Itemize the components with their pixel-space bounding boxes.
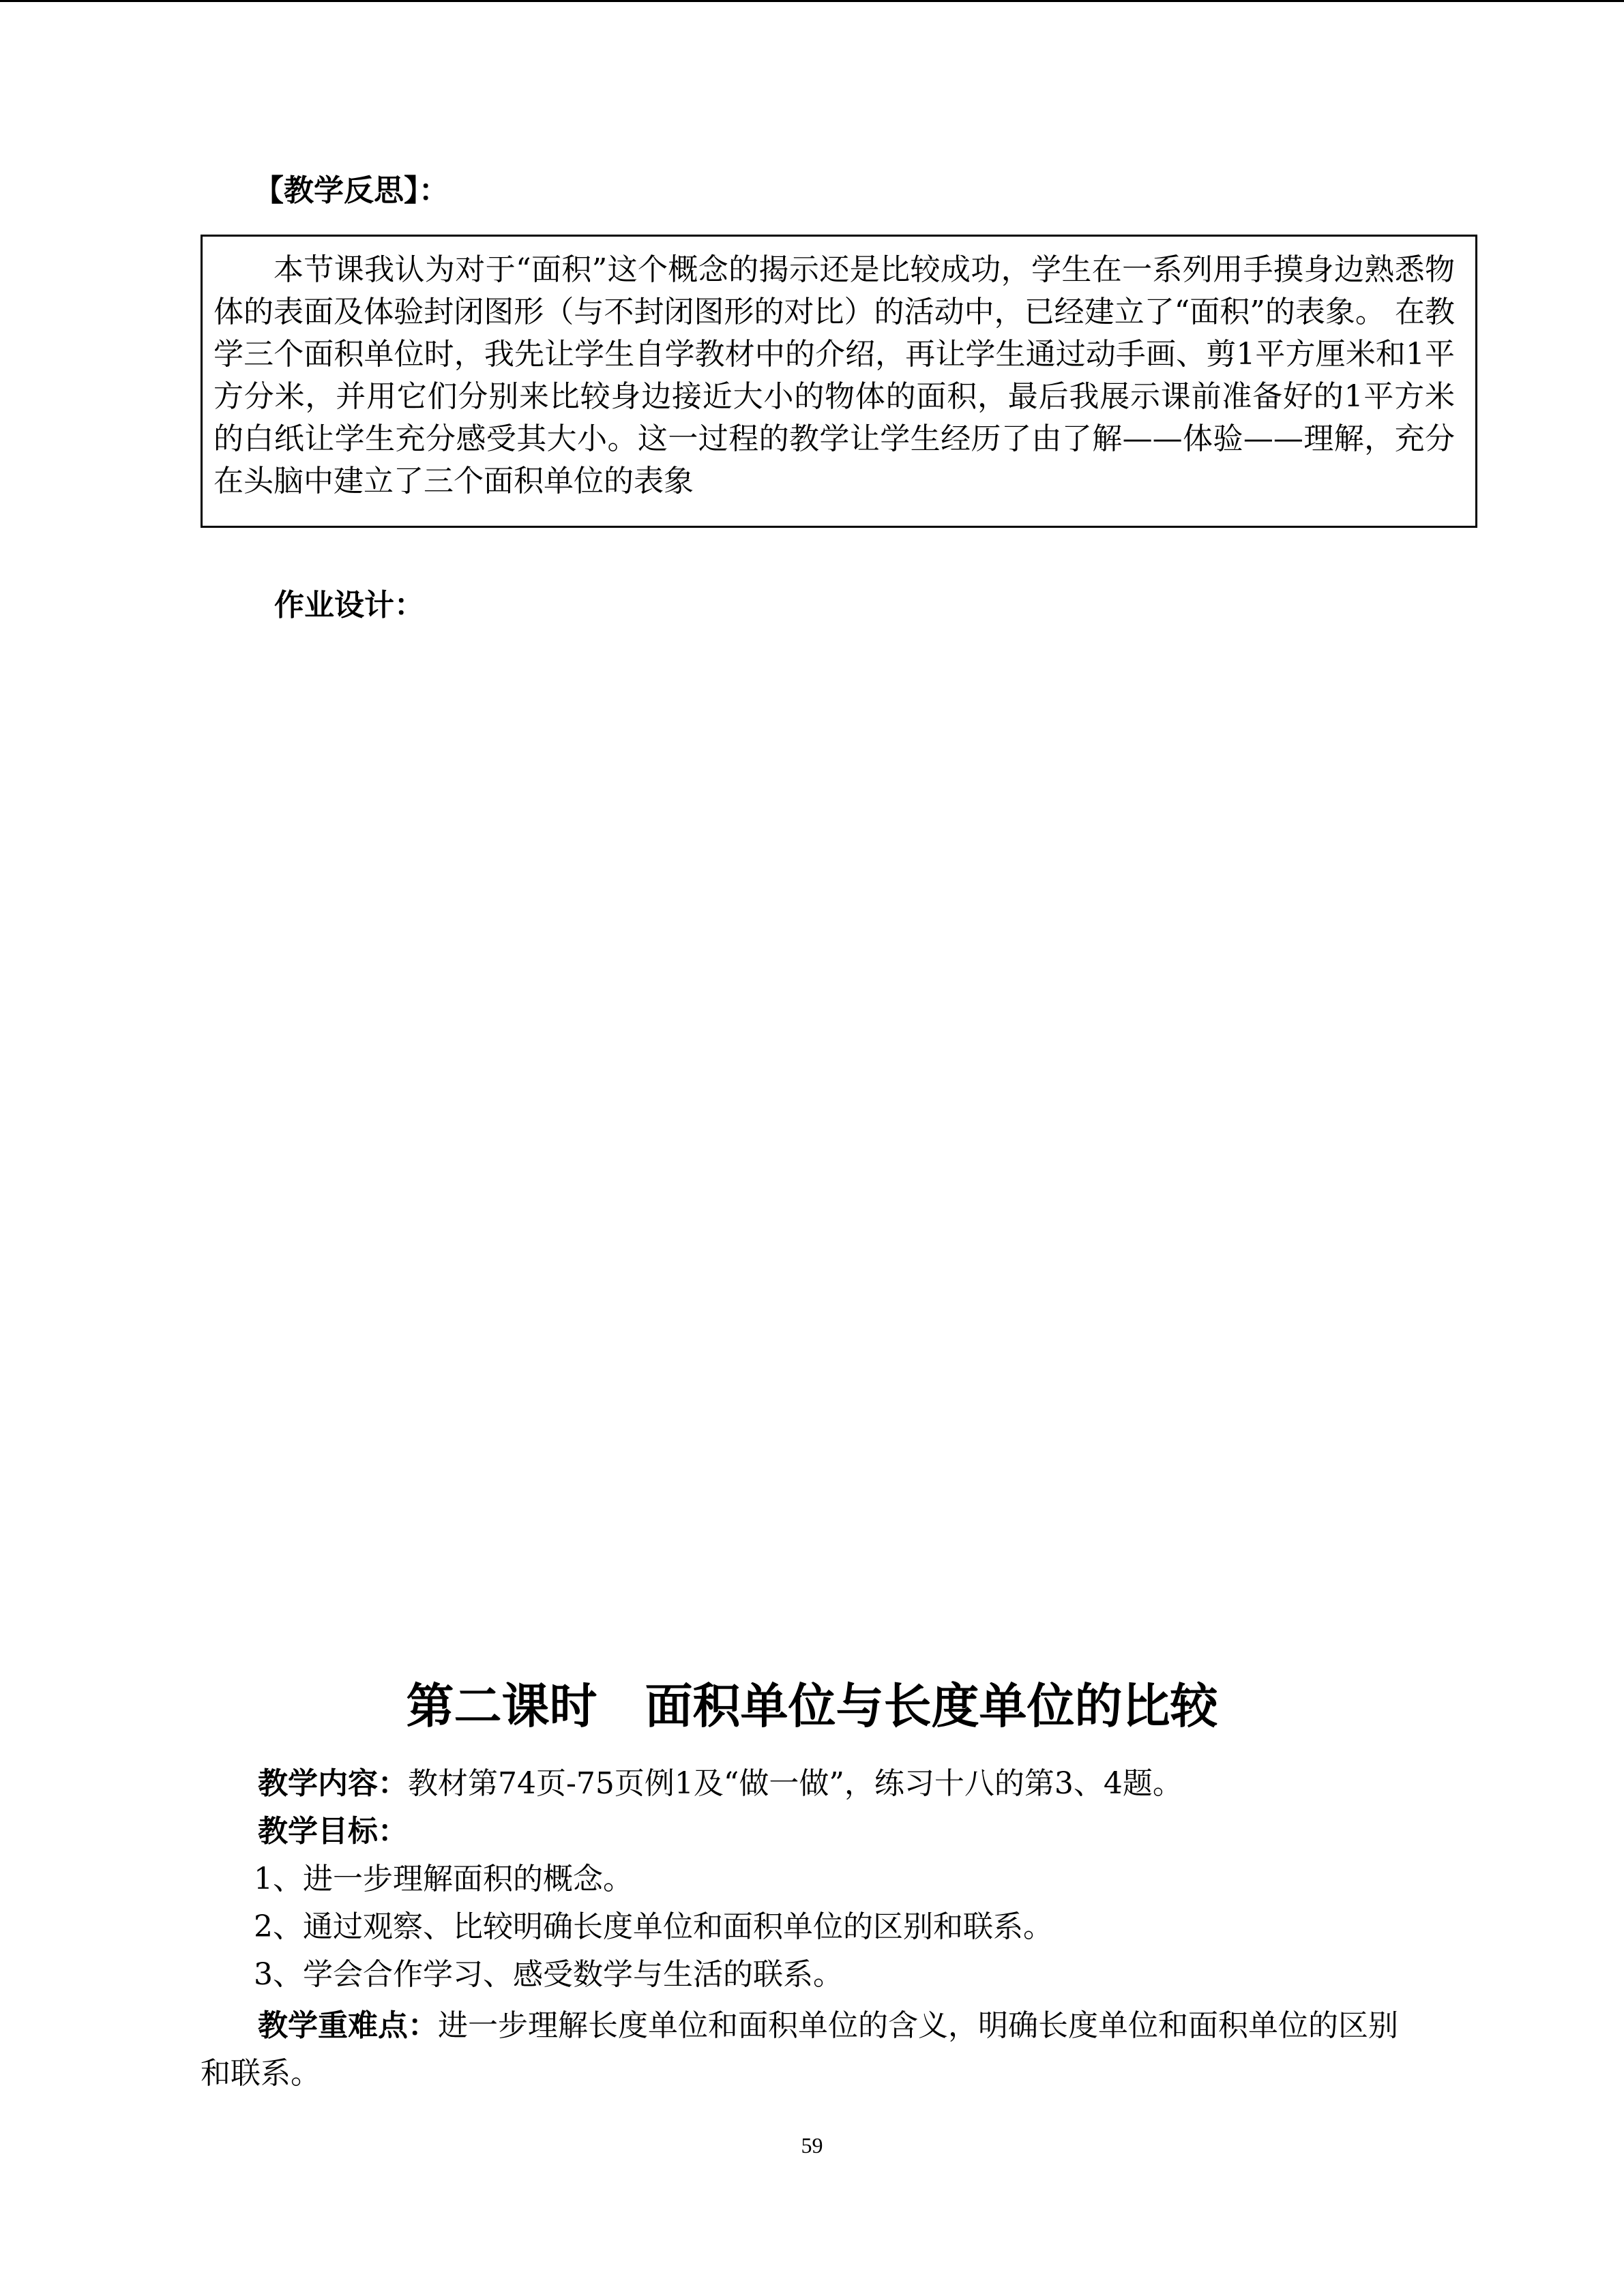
objective-item: 2、通过观察、比较明确长度单位和面积单位的区别和联系。 [254, 1909, 1053, 1944]
objective-item: 3、学会合作学习、感受数学与生活的联系。 [254, 1957, 843, 1992]
objective-item: 1、进一步理解面积的概念。 [254, 1862, 633, 1896]
homework-heading: 作业设计： [274, 588, 424, 623]
top-border-line [0, 0, 1624, 2]
teaching-content [258, 1763, 1183, 1804]
teaching-content-text: 教材第74页-75页例1及“做一做”，练习十八的第3、4题。 [408, 1766, 1183, 1801]
objectives-label: 教学目标： [258, 1814, 408, 1849]
lesson-title: 第二课时 面积单位与长度单位的比较 [406, 1678, 1218, 1734]
teaching-content-label: 教学内容： [258, 1766, 408, 1801]
page-number: 59 [801, 2133, 823, 2158]
reflection-heading: 【教学反思】： [254, 173, 449, 208]
objectives-heading [258, 1811, 408, 1852]
key-points-text: 进一步理解长度单位和面积单位的含义，明确长度单位和面积单位的区别和联系。 [201, 2008, 1398, 2091]
key-points-label: 教学重难点： [258, 2008, 438, 2043]
reflection-text-box [201, 235, 1477, 528]
reflection-paragraph: 本节课我认为对于“面积”这个概念的揭示还是比较成功，学生在一系列用手摸身边熟悉物体的表面及体验封闭图形（与不封闭图形的对比）的活动中，已经建立了“面积”的表象。 在教学三个面积单位时，我先让学生自学教材中的介绍，再让学生通过动手画、剪1平方厘米和1平方分米，并用它们分别来比较身边接近大小的物体的面积，最后我展示课前准备好的1平方米的白纸让学生充分感受其大小。这一过程的教学让学生经历了由了解——体验——理解，充分在头脑中建立了三个面积单位的表象 [213, 252, 1455, 498]
key-difficult-points [201, 2002, 1421, 2098]
